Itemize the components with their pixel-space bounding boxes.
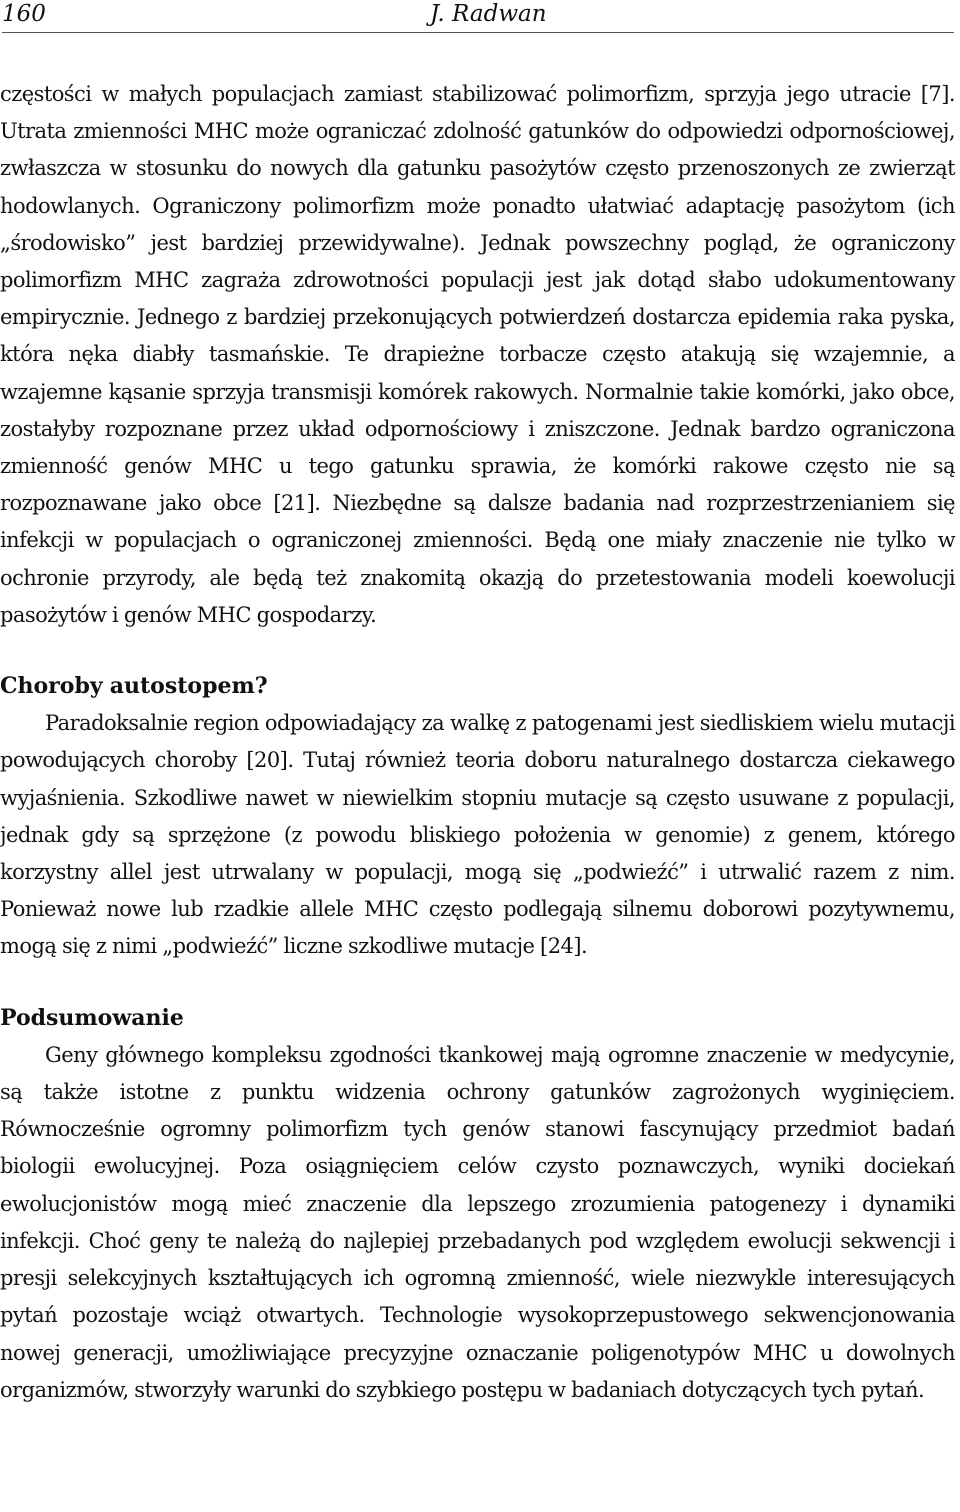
section-heading-choroby-autostopem: Choroby autostopem? <box>0 673 268 700</box>
page-number: 160 <box>2 1 46 27</box>
running-head <box>2 0 954 33</box>
section-heading-podsumowanie: Podsumowanie <box>0 1004 184 1031</box>
section-paragraph-podsumowanie: Geny głównego kompleksu zgodności tkankowej mają ogromne znaczenie w medycynie, są także istotne z punktu widzenia ochrony gatunków zagrożonych wyginięciem. Równocześnie ogromny polimorfizm tych genów stanowi fascynujący przedmiot badań biologii ewolucyjnej. Poza osiągnięciem celów czysto poznawczych, wyniki dociekań ewolucjonistów mogą mieć znaczenie dla lepszego zrozumienia patogenezy i dynamiki infekcji. Choć geny te należą do najlepiej przebadanych pod względem ewolucji sekwencji i presji selekcyjnych kształtujących ich ogromną zmienność, wiele niezwykle interesujących pytań pozostaje wciąż otwartych. Technologie wysokoprzepustowego sekwencjonowania nowej generacji, umożliwiające precyzyjne oznaczanie poligenotypów MHC u dowolnych organizmów, stworzyły warunki do szybkiego postępu w badaniach dotyczących tych pytań. <box>0 1042 955 1402</box>
running-head-author: J. Radwan <box>430 1 547 27</box>
section-spacer <box>0 634 955 668</box>
section-spacer <box>0 966 955 1000</box>
body-text <box>0 76 955 1409</box>
section-paragraph-choroby-autostopem: Paradoksalnie region odpowiadający za walkę z patogenami jest siedliskiem wielu mutacji powodujących choroby [20]. Tutaj również teoria doboru naturalnego dostarcza ciekawego wyjaśnienia. Szkodliwe nawet w niewielkim stopniu mutacje są często usuwane z populacji, jednak gdy są sprzężone (z powodu bliskiego położenia w genomie) z genem, którego korzystny allel jest utrwalany w populacji, mogą się „podwieźć” i utrwalić razem z nim. Ponieważ nowe lub rzadkie allele MHC często podlegają silnemu doborowi pozytywnemu, mogą się z nimi „podwieźć” liczne szkodliwe mutacje [24]. <box>0 711 955 959</box>
paragraph-continuation: częstości w małych populacjach zamiast stabilizować polimorfizm, sprzyja jego utracie [7]. Utrata zmienności MHC może ograniczać zdolność gatunków do odpowiedzi odpornościowej, zwłaszcza w stosunku do nowych dla gatunku pasożytów często przenoszonych ze zwierząt hodowlanych. Ograniczony polimorfizm może ponadto ułatwiać adaptację pasożytom (ich „środowisko” jest bardziej przewidywalne). Jednak powszechny pogląd, że ograniczony polimorfizm MHC zagraża zdrowotności populacji jest jak dotąd słabo udokumentowany empirycznie. Jednego z bardziej przekonujących potwierdzeń dostarcza epidemia raka pyska, która nęka diabły tasmańskie. Te drapieżne torbacze często atakują się wzajemnie, a wzajemne kąsanie sprzyja transmisji komórek rakowych. Normalnie takie komórki, jako obce, zostałyby rozpoznane przez układ odpornościowy i zniszczone. Jednak bardzo ograniczona zmienność genów MHC u tego gatunku sprawia, że komórki rakowe często nie są rozpoznawane jako obce [21]. Niezbędne są dalsze badania nad rozprzestrzenianiem się infekcji w populacjach o ograniczonej zmienności. Będą one miały znaczenie nie tylko w ochronie przyrody, ale będą też znakomitą okazją do przetestowania modeli koewolucji pasożytów i genów MHC gospodarzy. <box>0 82 955 627</box>
